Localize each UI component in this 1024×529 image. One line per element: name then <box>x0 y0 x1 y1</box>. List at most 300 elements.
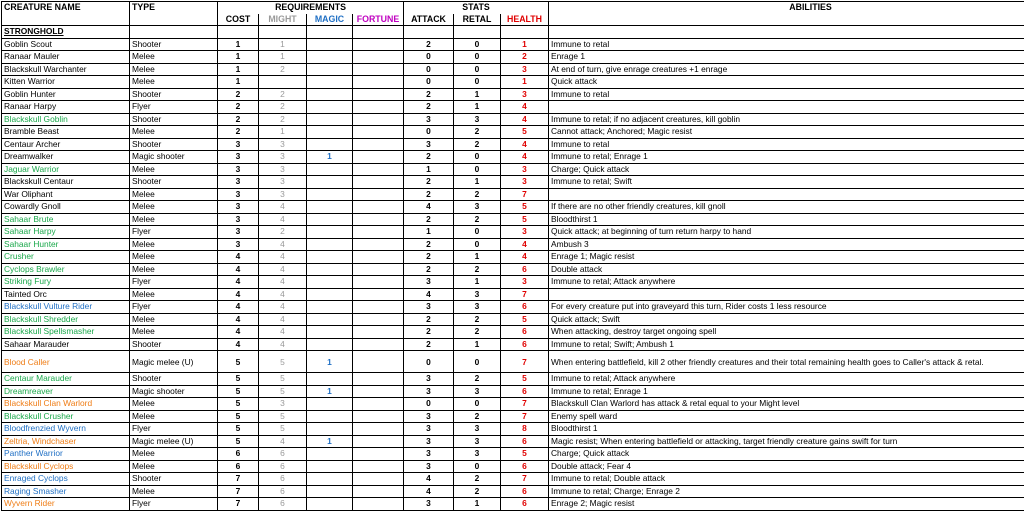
ability-cell: Quick attack <box>549 76 1024 89</box>
table-row <box>2 151 1024 164</box>
cost-cell: 3 <box>218 226 259 239</box>
cost-cell: 5 <box>218 398 259 411</box>
attack-cell: 0 <box>404 398 454 411</box>
magic-cell <box>307 410 353 423</box>
might-cell: 4 <box>259 301 307 314</box>
fortune-cell <box>353 473 404 486</box>
magic-cell <box>307 138 353 151</box>
fortune-cell <box>353 435 404 448</box>
retal-cell: 0 <box>454 238 501 251</box>
fortune-cell <box>353 51 404 64</box>
magic-cell <box>307 460 353 473</box>
fortune-cell <box>353 398 404 411</box>
creature-name: Blackskull Goblin <box>2 113 130 126</box>
ability-cell: Magic resist; When entering battlefield or attacking, target friendly creature gains swift for turn <box>549 435 1024 448</box>
magic-cell <box>307 101 353 114</box>
might-cell: 4 <box>259 213 307 226</box>
cost-cell: 5 <box>218 435 259 448</box>
cost-cell: 4 <box>218 251 259 264</box>
creature-name: Bloodfrenzied Wyvern <box>2 423 130 436</box>
magic-cell <box>307 473 353 486</box>
magic-cell <box>307 485 353 498</box>
might-cell: 4 <box>259 435 307 448</box>
fortune-cell <box>353 176 404 189</box>
table-row <box>2 276 1024 289</box>
ability-cell: Quick attack; at beginning of turn return harpy to hand <box>549 226 1024 239</box>
fortune-cell <box>353 288 404 301</box>
might-cell: 2 <box>259 101 307 114</box>
retal-cell: 1 <box>454 276 501 289</box>
health-cell: 3 <box>501 88 549 101</box>
magic-cell <box>307 448 353 461</box>
might-cell: 4 <box>259 338 307 351</box>
health-cell: 6 <box>501 498 549 511</box>
creature-type: Melee <box>130 163 218 176</box>
fortune-cell <box>353 485 404 498</box>
health-cell: 4 <box>501 101 549 114</box>
table-row <box>2 251 1024 264</box>
creature-type: Melee <box>130 201 218 214</box>
ability-cell: Immune to retal <box>549 38 1024 51</box>
table-row <box>2 313 1024 326</box>
table-row <box>2 76 1024 89</box>
health-cell: 4 <box>501 251 549 264</box>
cost-cell: 4 <box>218 263 259 276</box>
magic-cell: 1 <box>307 351 353 373</box>
creature-name: Dreamwalker <box>2 151 130 164</box>
ability-cell: Immune to retal <box>549 138 1024 151</box>
header-magic: MAGIC <box>307 14 353 26</box>
fortune-cell <box>353 251 404 264</box>
creature-name: Sahaar Brute <box>2 213 130 226</box>
health-cell: 7 <box>501 473 549 486</box>
ability-cell: At end of turn, give enrage creatures +1 enrage <box>549 63 1024 76</box>
table-row <box>2 326 1024 339</box>
creature-type: Shooter <box>130 138 218 151</box>
fortune-cell <box>353 373 404 386</box>
ability-cell <box>549 188 1024 201</box>
cost-cell: 1 <box>218 63 259 76</box>
section-title: STRONGHOLD <box>2 26 130 39</box>
magic-cell <box>307 38 353 51</box>
might-cell: 3 <box>259 163 307 176</box>
magic-cell <box>307 113 353 126</box>
attack-cell: 2 <box>404 326 454 339</box>
health-cell: 4 <box>501 238 549 251</box>
might-cell: 5 <box>259 410 307 423</box>
attack-cell: 2 <box>404 151 454 164</box>
cost-cell: 2 <box>218 88 259 101</box>
creature-name: Blackskull Centaur <box>2 176 130 189</box>
attack-cell: 2 <box>404 313 454 326</box>
retal-cell: 1 <box>454 176 501 189</box>
creature-name: Zeltria, Windchaser <box>2 435 130 448</box>
ability-cell: Double attack; Fear 4 <box>549 460 1024 473</box>
magic-cell <box>307 398 353 411</box>
retal-cell: 2 <box>454 473 501 486</box>
cost-cell: 3 <box>218 151 259 164</box>
creature-name: Goblin Hunter <box>2 88 130 101</box>
header-spacer-abilities <box>549 14 1024 26</box>
fortune-cell <box>353 326 404 339</box>
table-row <box>2 351 1024 373</box>
creature-type: Flyer <box>130 423 218 436</box>
might-cell: 6 <box>259 498 307 511</box>
attack-cell: 3 <box>404 138 454 151</box>
might-cell: 1 <box>259 38 307 51</box>
cost-cell: 5 <box>218 385 259 398</box>
ability-cell: Bloodthirst 1 <box>549 213 1024 226</box>
cost-cell: 4 <box>218 301 259 314</box>
ability-cell: Enrage 2; Magic resist <box>549 498 1024 511</box>
health-cell: 2 <box>501 51 549 64</box>
fortune-cell <box>353 410 404 423</box>
might-cell: 2 <box>259 226 307 239</box>
retal-cell: 0 <box>454 398 501 411</box>
ability-cell: Charge; Quick attack <box>549 163 1024 176</box>
attack-cell: 4 <box>404 288 454 301</box>
table-row <box>2 238 1024 251</box>
magic-cell <box>307 201 353 214</box>
magic-cell <box>307 313 353 326</box>
creature-name: Striking Fury <box>2 276 130 289</box>
magic-cell: 1 <box>307 435 353 448</box>
ability-cell: When attacking, destroy target ongoing spell <box>549 326 1024 339</box>
table-row <box>2 448 1024 461</box>
creature-type: Magic melee (U) <box>130 435 218 448</box>
magic-cell <box>307 51 353 64</box>
health-cell: 7 <box>501 288 549 301</box>
creature-name: Blood Caller <box>2 351 130 373</box>
creature-type: Melee <box>130 213 218 226</box>
attack-cell: 3 <box>404 373 454 386</box>
attack-cell: 2 <box>404 188 454 201</box>
might-cell: 2 <box>259 88 307 101</box>
creature-type: Shooter <box>130 113 218 126</box>
creature-name: Dreamreaver <box>2 385 130 398</box>
fortune-cell <box>353 88 404 101</box>
magic-cell <box>307 373 353 386</box>
magic-cell <box>307 88 353 101</box>
fortune-cell <box>353 423 404 436</box>
health-cell: 5 <box>501 373 549 386</box>
ability-cell: Double attack <box>549 263 1024 276</box>
header-cost: COST <box>218 14 259 26</box>
creature-name: Goblin Scout <box>2 38 130 51</box>
might-cell: 6 <box>259 485 307 498</box>
creature-name: Blackskull Clan Warlord <box>2 398 130 411</box>
creature-name: Blackskull Crusher <box>2 410 130 423</box>
attack-cell: 0 <box>404 63 454 76</box>
attack-cell: 3 <box>404 448 454 461</box>
health-cell: 5 <box>501 313 549 326</box>
creature-type: Melee <box>130 263 218 276</box>
table-row <box>2 473 1024 486</box>
fortune-cell <box>353 126 404 139</box>
health-cell: 5 <box>501 448 549 461</box>
fortune-cell <box>353 201 404 214</box>
cost-cell: 3 <box>218 188 259 201</box>
might-cell: 3 <box>259 188 307 201</box>
cost-cell: 2 <box>218 113 259 126</box>
creature-name: Crusher <box>2 251 130 264</box>
creature-name: Ranaar Mauler <box>2 51 130 64</box>
attack-cell: 3 <box>404 113 454 126</box>
attack-cell: 2 <box>404 251 454 264</box>
might-cell: 2 <box>259 113 307 126</box>
table-row <box>2 126 1024 139</box>
fortune-cell <box>353 138 404 151</box>
creature-name: Centaur Archer <box>2 138 130 151</box>
creature-type: Shooter <box>130 373 218 386</box>
attack-cell: 1 <box>404 163 454 176</box>
ability-cell: Quick attack; Swift <box>549 313 1024 326</box>
might-cell: 3 <box>259 138 307 151</box>
attack-cell: 3 <box>404 498 454 511</box>
header-requirements: REQUIREMENTS <box>218 2 404 14</box>
table-row <box>2 301 1024 314</box>
retal-cell: 3 <box>454 448 501 461</box>
fortune-cell <box>353 351 404 373</box>
retal-cell: 0 <box>454 151 501 164</box>
health-cell: 7 <box>501 398 549 411</box>
cost-cell: 1 <box>218 51 259 64</box>
creature-type: Melee <box>130 288 218 301</box>
cost-cell: 7 <box>218 498 259 511</box>
table-row <box>2 163 1024 176</box>
creature-type: Melee <box>130 448 218 461</box>
table-row <box>2 88 1024 101</box>
retal-cell: 0 <box>454 351 501 373</box>
creature-type: Melee <box>130 51 218 64</box>
creature-type: Flyer <box>130 226 218 239</box>
retal-cell: 3 <box>454 385 501 398</box>
health-cell: 6 <box>501 435 549 448</box>
fortune-cell <box>353 460 404 473</box>
creature-name: Raging Smasher <box>2 485 130 498</box>
creature-type: Melee <box>130 63 218 76</box>
table-row <box>2 288 1024 301</box>
cost-cell: 4 <box>218 313 259 326</box>
table-row <box>2 373 1024 386</box>
creature-type: Flyer <box>130 301 218 314</box>
retal-cell: 3 <box>454 435 501 448</box>
health-cell: 3 <box>501 276 549 289</box>
retal-cell: 1 <box>454 101 501 114</box>
might-cell: 5 <box>259 351 307 373</box>
magic-cell <box>307 263 353 276</box>
cost-cell: 7 <box>218 473 259 486</box>
magic-cell <box>307 276 353 289</box>
might-cell: 4 <box>259 276 307 289</box>
cost-cell: 2 <box>218 101 259 114</box>
creature-name: Ranaar Harpy <box>2 101 130 114</box>
header-fortune: FORTUNE <box>353 14 404 26</box>
fortune-cell <box>353 301 404 314</box>
health-cell: 8 <box>501 423 549 436</box>
retal-cell: 0 <box>454 163 501 176</box>
creature-type: Melee <box>130 126 218 139</box>
magic-cell <box>307 226 353 239</box>
magic-cell <box>307 213 353 226</box>
creature-type: Melee <box>130 326 218 339</box>
ability-cell: Enrage 1; Magic resist <box>549 251 1024 264</box>
creature-name: Bramble Beast <box>2 126 130 139</box>
header-health: HEALTH <box>501 14 549 26</box>
health-cell: 6 <box>501 460 549 473</box>
table-row <box>2 176 1024 189</box>
creature-type: Magic shooter <box>130 385 218 398</box>
table-row <box>2 338 1024 351</box>
table-row <box>2 63 1024 76</box>
table-row <box>2 226 1024 239</box>
cost-cell: 4 <box>218 326 259 339</box>
cost-cell: 7 <box>218 485 259 498</box>
attack-cell: 2 <box>404 213 454 226</box>
cost-cell: 6 <box>218 448 259 461</box>
table-row <box>2 213 1024 226</box>
retal-cell: 0 <box>454 76 501 89</box>
ability-cell: Immune to retal; Enrage 1 <box>549 151 1024 164</box>
table-row <box>2 410 1024 423</box>
ability-cell: Immune to retal; Swift <box>549 176 1024 189</box>
ability-cell: When entering battlefield, kill 2 other friendly creatures and their total remaining health goes to Caller's attack & retal. <box>549 351 1024 373</box>
table-row <box>2 101 1024 114</box>
cost-cell: 5 <box>218 410 259 423</box>
ability-cell: Enemy spell ward <box>549 410 1024 423</box>
header-creature-name: CREATURE NAME <box>2 2 130 14</box>
attack-cell: 0 <box>404 51 454 64</box>
retal-cell: 2 <box>454 485 501 498</box>
retal-cell: 3 <box>454 288 501 301</box>
attack-cell: 4 <box>404 201 454 214</box>
fortune-cell <box>353 313 404 326</box>
health-cell: 3 <box>501 63 549 76</box>
might-cell <box>259 76 307 89</box>
retal-cell: 2 <box>454 313 501 326</box>
header-might: MIGHT <box>259 14 307 26</box>
cost-cell: 3 <box>218 201 259 214</box>
ability-cell: Immune to retal; Attack anywhere <box>549 276 1024 289</box>
creature-type: Melee <box>130 485 218 498</box>
creature-name: Blackskull Spellsmasher <box>2 326 130 339</box>
retal-cell: 3 <box>454 423 501 436</box>
creature-name: Enraged Cyclops <box>2 473 130 486</box>
creature-type: Melee <box>130 238 218 251</box>
attack-cell: 2 <box>404 238 454 251</box>
ability-cell: Ambush 3 <box>549 238 1024 251</box>
magic-cell <box>307 251 353 264</box>
magic-cell <box>307 176 353 189</box>
retal-cell: 3 <box>454 301 501 314</box>
health-cell: 4 <box>501 151 549 164</box>
magic-cell <box>307 338 353 351</box>
fortune-cell <box>353 188 404 201</box>
magic-cell <box>307 76 353 89</box>
cost-cell: 3 <box>218 238 259 251</box>
health-cell: 6 <box>501 385 549 398</box>
cost-cell: 3 <box>218 176 259 189</box>
health-cell: 7 <box>501 410 549 423</box>
cost-cell: 3 <box>218 138 259 151</box>
attack-cell: 3 <box>404 301 454 314</box>
might-cell: 3 <box>259 176 307 189</box>
creature-name: Jaguar Warrior <box>2 163 130 176</box>
magic-cell <box>307 163 353 176</box>
magic-cell: 1 <box>307 151 353 164</box>
creature-name: Sahaar Hunter <box>2 238 130 251</box>
retal-cell: 2 <box>454 326 501 339</box>
section-row <box>2 26 1024 39</box>
attack-cell: 3 <box>404 410 454 423</box>
ability-cell: Blackskull Clan Warlord has attack & retal equal to your Might level <box>549 398 1024 411</box>
creature-type: Shooter <box>130 38 218 51</box>
creature-type: Flyer <box>130 101 218 114</box>
attack-cell: 4 <box>404 485 454 498</box>
health-cell: 6 <box>501 485 549 498</box>
ability-cell: Charge; Quick attack <box>549 448 1024 461</box>
health-cell: 5 <box>501 201 549 214</box>
might-cell: 6 <box>259 460 307 473</box>
creature-name: Tainted Orc <box>2 288 130 301</box>
fortune-cell <box>353 63 404 76</box>
health-cell: 5 <box>501 126 549 139</box>
health-cell: 7 <box>501 351 549 373</box>
might-cell: 4 <box>259 201 307 214</box>
creature-name: Kitten Warrior <box>2 76 130 89</box>
attack-cell: 2 <box>404 176 454 189</box>
fortune-cell <box>353 38 404 51</box>
creature-name: Blackskull Warchanter <box>2 63 130 76</box>
creature-name: Blackskull Shredder <box>2 313 130 326</box>
ability-cell: Immune to retal; Swift; Ambush 1 <box>549 338 1024 351</box>
creature-type: Melee <box>130 188 218 201</box>
magic-cell <box>307 126 353 139</box>
ability-cell: Immune to retal; Charge; Enrage 2 <box>549 485 1024 498</box>
header-type: TYPE <box>130 2 218 14</box>
attack-cell: 3 <box>404 385 454 398</box>
fortune-cell <box>353 238 404 251</box>
cost-cell: 1 <box>218 76 259 89</box>
retal-cell: 1 <box>454 498 501 511</box>
might-cell: 3 <box>259 151 307 164</box>
table-row <box>2 435 1024 448</box>
header-spacer-type <box>130 14 218 26</box>
attack-cell: 3 <box>404 276 454 289</box>
table-row <box>2 51 1024 64</box>
attack-cell: 4 <box>404 473 454 486</box>
might-cell: 4 <box>259 263 307 276</box>
health-cell: 6 <box>501 301 549 314</box>
table-row <box>2 460 1024 473</box>
creature-type: Shooter <box>130 338 218 351</box>
health-cell: 1 <box>501 76 549 89</box>
retal-cell: 0 <box>454 51 501 64</box>
creature-type: Melee <box>130 410 218 423</box>
retal-cell: 1 <box>454 88 501 101</box>
cost-cell: 4 <box>218 288 259 301</box>
header-stats: STATS <box>404 2 549 14</box>
might-cell: 2 <box>259 63 307 76</box>
creature-type: Melee <box>130 76 218 89</box>
might-cell: 4 <box>259 313 307 326</box>
cost-cell: 5 <box>218 351 259 373</box>
table-row <box>2 188 1024 201</box>
health-cell: 5 <box>501 213 549 226</box>
magic-cell <box>307 238 353 251</box>
fortune-cell <box>353 498 404 511</box>
table-row <box>2 201 1024 214</box>
